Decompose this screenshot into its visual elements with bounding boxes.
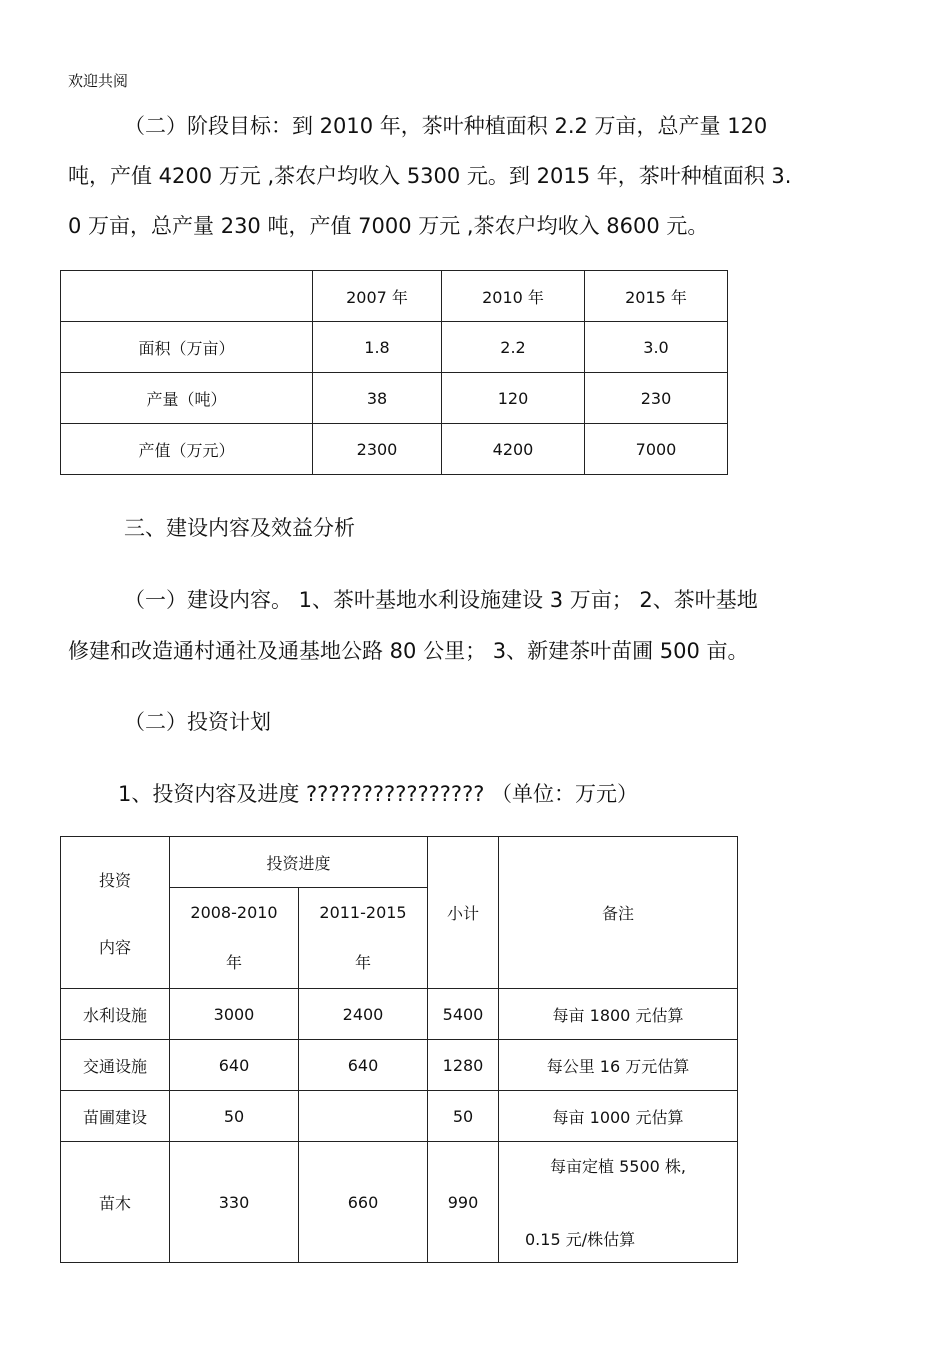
table-cell: 4200: [442, 424, 585, 475]
table-cell: [299, 1091, 428, 1142]
table-row: [61, 1040, 738, 1091]
table-cell: 苗圃建设: [61, 1091, 170, 1142]
table-cell: 660: [299, 1142, 428, 1263]
table-cell: 50: [428, 1091, 499, 1142]
table-cell: 每公里 16 万元估算: [499, 1040, 738, 1091]
investment-heading: 1、投资内容及进度 ???????????????? （单位：万元）: [118, 782, 639, 806]
table-cell: 每亩定植 5500 株, 0.15 元/株估算: [499, 1142, 738, 1263]
table-header-cell: 2015 年: [585, 271, 728, 322]
table-cell: [61, 271, 313, 322]
page-header: 欢迎共阅: [68, 72, 129, 90]
table-header-cell: 备注: [499, 837, 738, 989]
table-cell: 1280: [428, 1040, 499, 1091]
table-cell: 每亩 1800 元估算: [499, 989, 738, 1040]
table-header-cell: 小计: [428, 837, 499, 989]
table-cell: 交通设施: [61, 1040, 170, 1091]
table-cell: 产值（万元）: [61, 424, 313, 475]
table-row: [61, 1142, 738, 1263]
table-cell: 990: [428, 1142, 499, 1263]
section-title: 三、建设内容及效益分析: [124, 516, 355, 540]
table-cell: 苗木: [61, 1142, 170, 1263]
table-cell: 330: [170, 1142, 299, 1263]
table-cell: 230: [585, 373, 728, 424]
table-cell: 50: [170, 1091, 299, 1142]
table-row: [61, 424, 728, 475]
table-row: [61, 989, 738, 1040]
table-cell: 3000: [170, 989, 299, 1040]
subsection-title: （二）投资计划: [124, 710, 271, 734]
table-cell: 7000: [585, 424, 728, 475]
stage-goal-line-1: （二）阶段目标：到 2010 年，茶叶种植面积 2.2 万亩，总产量 120: [124, 114, 768, 138]
table-header-cell: 2007 年: [313, 271, 442, 322]
table-cell: 3.0: [585, 322, 728, 373]
table-cell: 640: [170, 1040, 299, 1091]
table-row: [61, 1091, 738, 1142]
table-header-cell: 投资进度: [170, 837, 428, 888]
table-cell: 1.8: [313, 322, 442, 373]
table-row: [61, 837, 738, 888]
table-cell: 2300: [313, 424, 442, 475]
table-row: [61, 373, 728, 424]
table-cell: 2400: [299, 989, 428, 1040]
table-header-cell: 2011-2015 年: [299, 888, 428, 989]
construction-line-1: （一）建设内容。 1、茶叶基地水利设施建设 3 万亩； 2、茶叶基地: [124, 588, 758, 612]
table-header-cell: 2008-2010 年: [170, 888, 299, 989]
construction-line-2: 修建和改造通村通社及通基地公路 80 公里； 3、新建茶叶苗圃 500 亩。: [68, 639, 749, 663]
stage-goal-line-3: 0 万亩，总产量 230 吨，产值 7000 万元 ,茶农户均收入 8600 元。: [68, 214, 709, 238]
goal-table: [60, 270, 728, 475]
table-cell: 640: [299, 1040, 428, 1091]
table-cell: 38: [313, 373, 442, 424]
stage-goal-line-2: 吨，产值 4200 万元 ,茶农户均收入 5300 元。到 2015 年，茶叶种植面积 3.: [68, 164, 792, 188]
table-row: [61, 271, 728, 322]
table-cell: 5400: [428, 989, 499, 1040]
table-cell: 产量（吨）: [61, 373, 313, 424]
table-header-cell: 2010 年: [442, 271, 585, 322]
table-cell: 面积（万亩）: [61, 322, 313, 373]
investment-table: [60, 836, 738, 1263]
table-cell: 每亩 1000 元估算: [499, 1091, 738, 1142]
table-header-cell: 投资 内容: [61, 837, 170, 989]
table-cell: 水利设施: [61, 989, 170, 1040]
table-cell: 2.2: [442, 322, 585, 373]
table-cell: 120: [442, 373, 585, 424]
table-row: [61, 322, 728, 373]
